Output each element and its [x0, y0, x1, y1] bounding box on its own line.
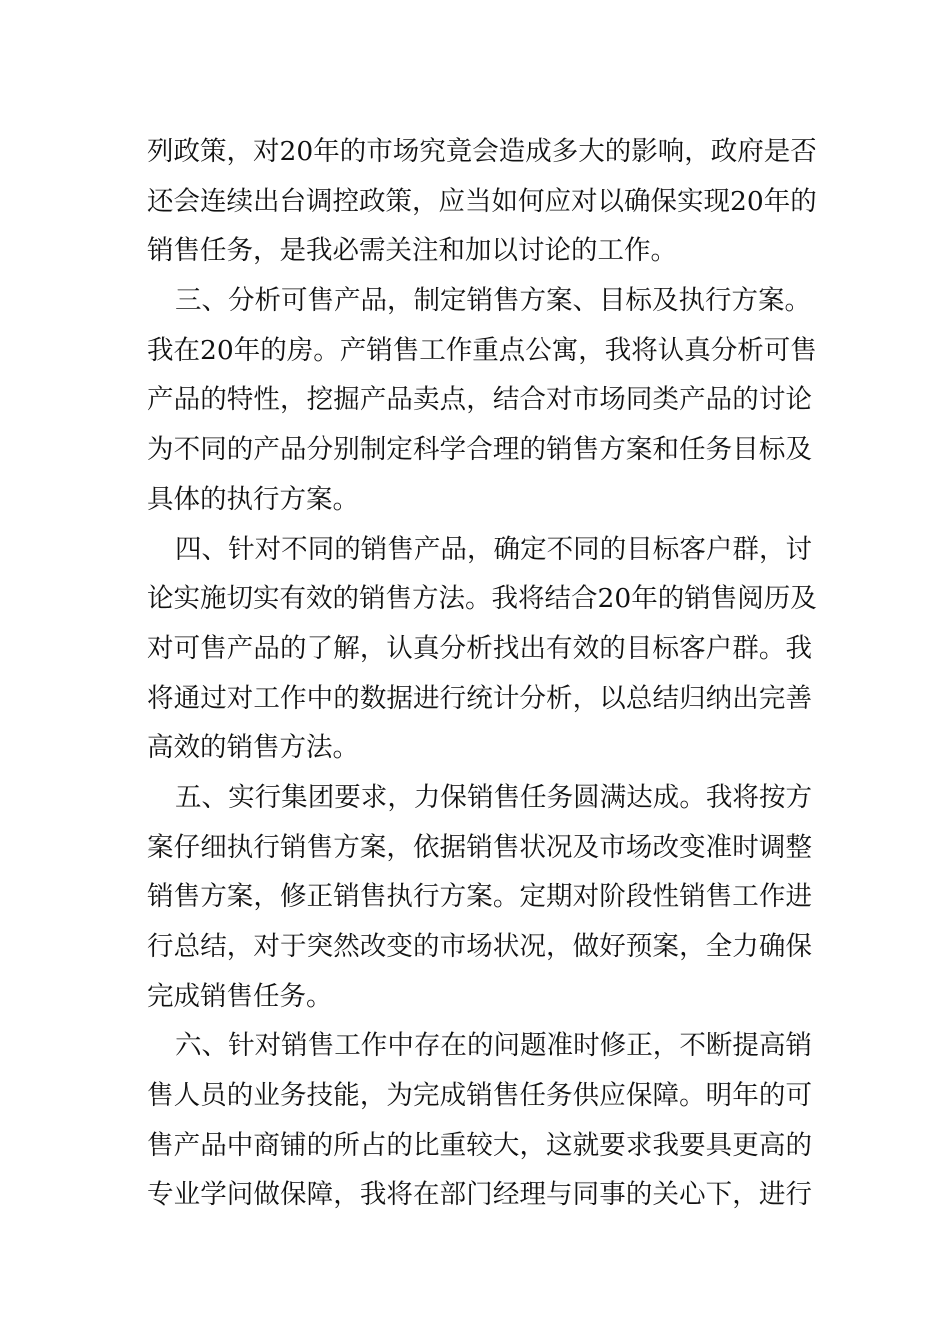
section-heading-five: 五、实行集团要求，力保销售任务圆满达成。我将按方	[175, 781, 812, 813]
text-line: 为不同的产品分别制定科学合理的销售方案和任务目标及	[147, 434, 812, 466]
text-line: 我在20年的房。产销售工作重点公寓，我将认真分析可售	[147, 334, 817, 366]
text-line: 高效的销售方法。	[147, 732, 359, 764]
text-line: 专业学问做保障，我将在部门经理与同事的关心下，进行	[147, 1179, 812, 1211]
text-line: 行总结，对于突然改变的市场状况，做好预案，全力确保	[147, 931, 812, 962]
text-line: 销售任务，是我必需关注和加以讨论的工作。	[147, 235, 677, 267]
text-line: 还会连续出台调控政策，应当如何应对以确保实现20年的	[147, 185, 817, 217]
section-heading-three: 三、分析可售产品，制定销售方案、目标及执行方案。	[175, 285, 811, 317]
text-line: 完成销售任务。	[147, 980, 333, 1012]
text-line: 产品的特性，挖掘产品卖点，结合对市场同类产品的讨论	[147, 384, 812, 416]
text-line: 案仔细执行销售方案，依据销售状况及市场改变准时调整	[147, 831, 812, 863]
text-line: 具体的执行方案。	[147, 483, 359, 515]
section-heading-six: 六、针对销售工作中存在的问题准时修正，不断提高销	[175, 1030, 812, 1062]
text-line: 论实施切实有效的销售方法。我将结合20年的销售阅历及	[147, 583, 817, 615]
text-line: 销售方案，修正销售执行方案。定期对阶段性销售工作进	[147, 881, 812, 913]
document-body	[147, 132, 817, 1225]
text-line: 将通过对工作中的数据进行统计分析，以总结归纳出完善	[147, 682, 812, 714]
section-heading-four: 四、针对不同的销售产品，确定不同的目标客户群，讨	[175, 533, 812, 565]
text-line: 列政策，对20年的市场究竟会造成多大的影响，政府是否	[147, 136, 817, 167]
text-line: 售产品中商铺的所占的比重较大，这就要求我要具更高的	[147, 1129, 812, 1161]
text-line: 售人员的业务技能，为完成销售任务供应保障。明年的可	[147, 1080, 812, 1112]
text-line: 对可售产品的了解，认真分析找出有效的目标客户群。我	[147, 632, 812, 664]
